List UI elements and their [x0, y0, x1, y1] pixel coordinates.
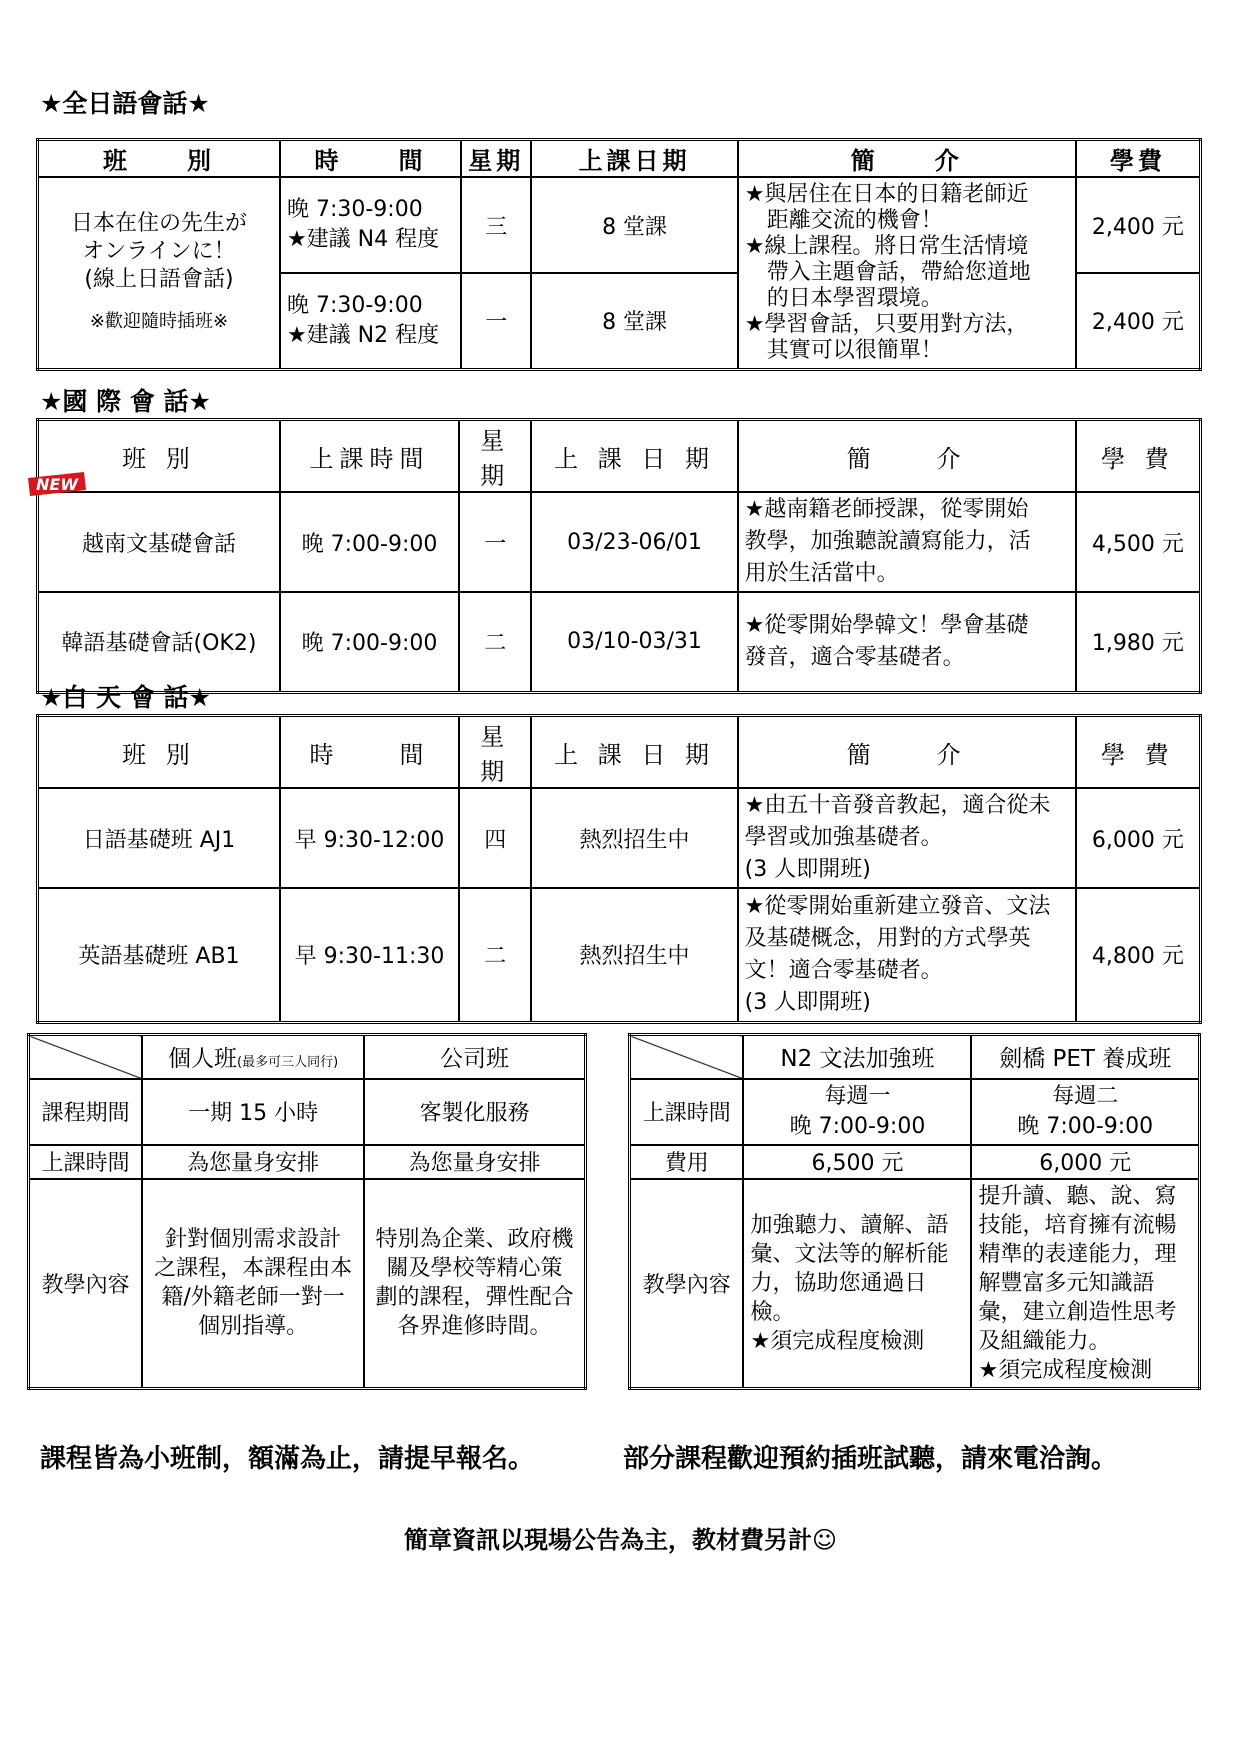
- col-personal-note: (最多可三人同行): [237, 1055, 339, 1071]
- intro-line: 發音，適合零基礎者。: [744, 644, 965, 670]
- day-cell: 二: [459, 888, 531, 1022]
- intro-cell: [738, 788, 1076, 888]
- date-cell: 8 堂課: [531, 273, 737, 369]
- time-label: 上課時間: [29, 1145, 143, 1179]
- content-line: 技能，培育擁有流暢: [978, 1212, 1177, 1238]
- content-label: 教學內容: [29, 1179, 143, 1389]
- intro-line: 用於生活當中。: [744, 561, 899, 586]
- period-label: 課程期間: [29, 1079, 143, 1145]
- header-date: 上課日期: [531, 140, 737, 178]
- content-label: 教學內容: [630, 1179, 744, 1389]
- time-cell: [280, 273, 461, 369]
- class-name-line: オンラインに！: [82, 238, 236, 264]
- period-personal: 一期 15 小時: [142, 1079, 364, 1145]
- class-name: 英語基礎班 AB1: [38, 888, 280, 1022]
- content-line: 各界進修時間。: [397, 1314, 552, 1340]
- col-personal: [142, 1035, 364, 1079]
- content-line: 特別為企業、政府機: [375, 1227, 574, 1253]
- day-cell: 二: [459, 592, 531, 692]
- section1-title: ★全日語會話★: [40, 89, 210, 118]
- period-company: 客製化服務: [364, 1079, 586, 1145]
- date-cell: 03/23-06/01: [531, 492, 737, 592]
- time-cell: 晚 7:00-9:00: [280, 492, 459, 592]
- time: 晚 7:30-9:00: [286, 197, 423, 222]
- level: ★建議 N4 程度: [286, 227, 440, 252]
- intro-line: ★與居住在日本的日籍老師近: [744, 181, 1029, 207]
- header-class: 班 別: [38, 420, 280, 493]
- section1-table: [36, 138, 1202, 371]
- fee-cell: 1,980 元: [1076, 592, 1201, 692]
- content-line: 彙、文法等的解析能: [750, 1241, 949, 1267]
- fee-cell: 6,000 元: [1076, 788, 1201, 888]
- header-time: 時 間: [280, 140, 461, 178]
- header-time: 時 間: [280, 716, 459, 789]
- intro-line: ★越南籍老師授課，從零開始: [744, 497, 1029, 522]
- content-company: [364, 1179, 586, 1389]
- section2-table: [36, 418, 1202, 694]
- intro-cell: [738, 888, 1076, 1022]
- content-line: 劃的課程，彈性配合: [375, 1285, 574, 1311]
- day-cell: 四: [459, 788, 531, 888]
- special-table: [628, 1033, 1201, 1390]
- class-note: ※歡迎隨時插班※: [89, 310, 229, 332]
- content-pet: [971, 1179, 1199, 1389]
- time-company: 為您量身安排: [364, 1145, 586, 1179]
- footer-line2: 簡章資訊以現場公告為主，教材費另計☺: [403, 1526, 838, 1554]
- date-cell: 熱烈招生中: [531, 888, 737, 1022]
- date-cell: 8 堂課: [531, 177, 737, 273]
- class-name: 韓語基礎會話(OK2): [38, 592, 280, 692]
- class-name: 日語基礎班 AJ1: [38, 788, 280, 888]
- content-line: 彙，建立創造性思考: [978, 1299, 1177, 1325]
- content-line: 籍/外籍老師一對一: [161, 1285, 345, 1311]
- time-pet: [971, 1079, 1199, 1145]
- intro-line: 距離交流的機會！: [744, 207, 943, 233]
- intro-line: 的日本學習環境。: [744, 285, 943, 311]
- col-personal-label: 個人班: [168, 1046, 238, 1073]
- intro-line: (3 人即開班): [744, 857, 871, 882]
- time-line: 晚 7:00-9:00: [789, 1113, 926, 1139]
- intro-line: 帶入主題會話，帶給您道地: [744, 259, 1031, 285]
- fee-label: 費用: [630, 1145, 744, 1179]
- personal-table: [27, 1033, 587, 1390]
- footer-note-small-class: 課程皆為小班制，額滿為止，請提早報名。: [40, 1444, 535, 1474]
- intro-line: ★線上課程。將日常生活情境: [744, 233, 1029, 259]
- day-cell: 三: [461, 177, 531, 273]
- content-line: 精準的表達能力，理: [978, 1241, 1177, 1267]
- fee-cell: 2,400 元: [1076, 273, 1201, 369]
- header-fee: 學 費: [1076, 420, 1201, 493]
- intro-line: 其實可以很簡單！: [744, 337, 943, 363]
- content-line: 及組織能力。: [978, 1328, 1111, 1354]
- time-personal: 為您量身安排: [142, 1145, 364, 1179]
- footer-line1: [40, 1438, 1220, 1475]
- header-day: 星期: [461, 140, 531, 178]
- content-line: 檢。: [750, 1299, 795, 1325]
- section2-title: ★國 際 會 話★: [40, 387, 211, 416]
- content-line: ★須完成程度檢測: [978, 1357, 1153, 1383]
- time-line: 每週二: [1052, 1083, 1119, 1109]
- class-name-line: 日本在住の先生が: [70, 210, 247, 236]
- header-date: 上 課 日 期: [531, 420, 737, 493]
- intro-line: 學習或加強基礎者。: [744, 825, 943, 850]
- header-day: 星期: [459, 420, 531, 493]
- header-fee: 學 費: [1076, 716, 1201, 789]
- fee-pet: 6,000 元: [971, 1145, 1199, 1179]
- day-cell: 一: [459, 492, 531, 592]
- intro-cell: [738, 177, 1076, 369]
- content-line: 加強聽力、讀解、語: [750, 1212, 949, 1238]
- content-line: 之課程，本課程由本: [154, 1256, 353, 1282]
- date-cell: 熱烈招生中: [531, 788, 737, 888]
- time-line: 每週一: [824, 1083, 891, 1109]
- time-label: 上課時間: [630, 1079, 744, 1145]
- time-cell: 早 9:30-12:00: [280, 788, 459, 888]
- header-time: 上課時間: [280, 420, 459, 493]
- col-company: 公司班: [364, 1035, 586, 1079]
- section3-table: [36, 714, 1202, 1024]
- content-line: 關及學校等精心策: [386, 1256, 563, 1282]
- intro-line: ★學習會話，只要用對方法，: [744, 311, 1029, 337]
- intro-line: ★從零開始學韓文！學會基礎: [744, 612, 1029, 638]
- content-personal: [142, 1179, 364, 1389]
- header-intro: 簡 介: [738, 716, 1076, 789]
- class-name-line: (線上日語會話): [84, 266, 234, 292]
- intro-cell: [738, 592, 1076, 692]
- time-cell: 早 9:30-11:30: [280, 888, 459, 1022]
- corner-cell: [29, 1035, 143, 1079]
- footer-note-trial: 部分課程歡迎預約插班試聽，請來電洽詢。: [623, 1444, 1118, 1474]
- col-pet: 劍橋 PET 養成班: [971, 1035, 1199, 1079]
- intro-line: 教學，加強聽說讀寫能力，活: [744, 529, 1031, 554]
- new-badge-text: NEW: [36, 475, 78, 494]
- col-n2: N2 文法加強班: [743, 1035, 971, 1079]
- header-day: 星 期: [459, 716, 531, 789]
- intro-line: ★由五十音發音教起，適合從未: [744, 793, 1051, 818]
- date-cell: 03/10-03/31: [531, 592, 737, 692]
- content-line: 個別指導。: [198, 1314, 309, 1340]
- content-n2: [743, 1179, 971, 1389]
- header-date: 上 課 日 期: [531, 716, 737, 789]
- fee-cell: 4,500 元: [1076, 492, 1201, 592]
- content-line: 提升讀、聽、說、寫: [978, 1183, 1177, 1209]
- header-fee: 學費: [1076, 140, 1201, 178]
- time-cell: [280, 177, 461, 273]
- intro-line: 及基礎概念，用對的方式學英: [744, 925, 1031, 951]
- content-line: 解豐富多元知識語: [978, 1270, 1155, 1296]
- day-cell: 一: [461, 273, 531, 369]
- new-badge-icon: [26, 470, 88, 498]
- time-cell: 晚 7:00-9:00: [280, 592, 459, 692]
- class-name-cell: [38, 177, 280, 369]
- content-line: 針對個別需求設計: [165, 1227, 342, 1253]
- header-class: 班 別: [38, 716, 280, 789]
- time-n2: [743, 1079, 971, 1145]
- time-line: 晚 7:00-9:00: [1017, 1113, 1154, 1139]
- corner-cell: [630, 1035, 744, 1079]
- fee-cell: 4,800 元: [1076, 888, 1201, 1022]
- level: ★建議 N2 程度: [286, 322, 440, 348]
- content-line: ★須完成程度檢測: [750, 1328, 925, 1354]
- intro-cell: [738, 492, 1076, 592]
- section3-title: ★白 天 會 話★: [40, 683, 211, 712]
- content-line: 力，協助您通過日: [750, 1270, 927, 1296]
- intro-line: (3 人即開班): [744, 989, 871, 1015]
- header-class: 班 別: [38, 140, 280, 178]
- header-intro: 簡 介: [738, 420, 1076, 493]
- intro-line: ★從零開始重新建立發音、文法: [744, 893, 1051, 919]
- time: 晚 7:30-9:00: [286, 292, 423, 318]
- intro-line: 文！適合零基礎者。: [744, 957, 943, 983]
- fee-n2: 6,500 元: [743, 1145, 971, 1179]
- header-intro: 簡 介: [738, 140, 1076, 178]
- class-name: 越南文基礎會話: [38, 492, 280, 592]
- fee-cell: 2,400 元: [1076, 177, 1201, 273]
